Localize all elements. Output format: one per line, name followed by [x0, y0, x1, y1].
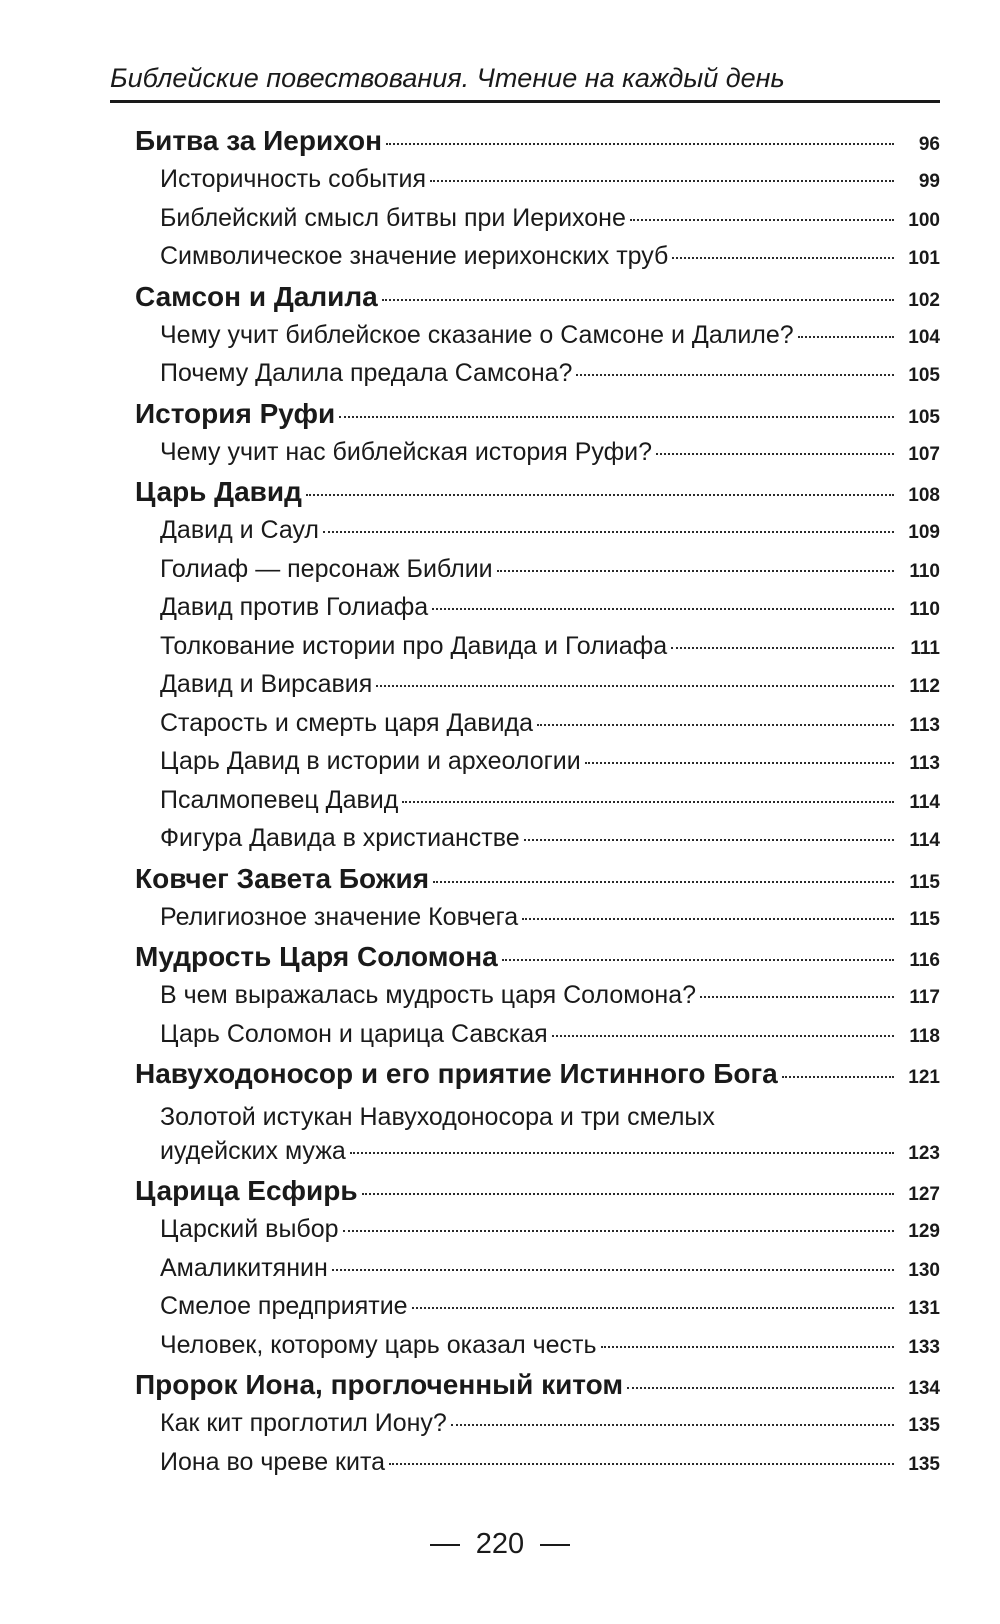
- toc-entry-title: Голиаф — персонаж Библии: [160, 554, 493, 583]
- toc-section: [0, 242, 1000, 281]
- toc-chapter: [0, 1058, 1000, 1098]
- toc-page-number: 108: [908, 485, 940, 506]
- toc-entry-title: Царица Есфирь: [135, 1175, 358, 1206]
- toc-section: [0, 593, 1000, 632]
- toc-page-number: 115: [909, 871, 940, 893]
- toc-section: [0, 321, 1000, 360]
- toc-entry-title: Амаликитянин: [160, 1253, 328, 1282]
- dot-leader: [585, 762, 894, 764]
- toc-chapter: [0, 125, 1000, 165]
- dot-leader: [552, 1035, 894, 1037]
- toc-entry-title: Навуходоносор и его приятие Истинного Бога: [135, 1058, 778, 1089]
- dot-leader: [389, 1463, 894, 1465]
- toc-page-number: 114: [909, 830, 940, 851]
- toc-entry-title: Псалмопевец Давид: [160, 785, 399, 814]
- toc-entry-title: Человек, которому царь оказал честь: [160, 1330, 597, 1359]
- dot-leader: [332, 1269, 894, 1271]
- dot-leader: [798, 336, 894, 338]
- toc-section: [0, 204, 1000, 243]
- toc-section: [0, 438, 1000, 477]
- toc-chapter: [0, 281, 1000, 321]
- toc-page-number: 115: [909, 908, 940, 930]
- toc-entry-title: Давид и Саул: [160, 516, 320, 544]
- toc-section: [0, 516, 1000, 555]
- toc-page-number: 111: [910, 637, 940, 659]
- toc-page-number: 123: [908, 1142, 940, 1164]
- dot-leader: [386, 143, 894, 145]
- dot-leader: [502, 959, 894, 961]
- toc-page-number: 110: [909, 599, 940, 620]
- dot-leader: [700, 996, 894, 998]
- toc-entry-title: Толкование истории про Давида и Голиафа: [160, 631, 668, 660]
- dot-leader: [432, 608, 894, 610]
- dot-leader: [343, 1230, 894, 1232]
- toc-entry-title: Царь Соломон и царица Савская: [160, 1019, 548, 1048]
- dot-leader: [656, 453, 894, 455]
- dot-leader: [430, 180, 894, 182]
- toc-page-number: 113: [909, 753, 940, 774]
- toc-entry-title: Битва за Иерихон: [135, 125, 383, 156]
- toc-entry-title: Старость и смерть царя Давида: [160, 708, 534, 737]
- toc-entry-title: Смелое предприятие: [160, 1292, 408, 1320]
- dot-leader: [382, 299, 894, 301]
- toc-entry-title: Царь Давид: [135, 476, 302, 507]
- toc-entry-title: Историчность события: [160, 165, 426, 193]
- toc-section: [0, 1098, 1000, 1175]
- toc-page-number: 121: [908, 1067, 940, 1088]
- page-footer: [0, 1528, 1000, 1561]
- dot-leader: [362, 1193, 894, 1195]
- toc-page-number: 118: [909, 1025, 940, 1047]
- toc-page-number: 133: [908, 1336, 940, 1358]
- toc-page-number: 99: [918, 171, 940, 192]
- dot-leader: [323, 531, 894, 533]
- toc-page-number: 104: [908, 326, 940, 348]
- toc-section: [0, 1331, 1000, 1370]
- page-number: 220: [475, 1528, 525, 1560]
- toc-entry-title: Царь Давид в истории и археологии: [160, 747, 581, 775]
- dot-leader: [630, 219, 894, 221]
- toc-section: [0, 165, 1000, 204]
- toc-page-number: 114: [909, 791, 940, 813]
- dot-leader: [672, 257, 894, 259]
- toc-entry-title: Религиозное значение Ковчега: [160, 902, 519, 931]
- dot-leader: [402, 801, 894, 803]
- toc-entry-title: Фигура Давида в христианстве: [160, 824, 520, 852]
- dot-leader: [306, 494, 894, 496]
- toc-section: [0, 747, 1000, 786]
- dot-leader: [782, 1076, 894, 1078]
- toc-page-number: 107: [908, 443, 940, 465]
- toc-chapter: [0, 476, 1000, 516]
- toc-page-number: 135: [908, 1415, 940, 1436]
- toc-entry-title: Царский выбор: [160, 1215, 339, 1243]
- toc-entry-title: В чем выражалась мудрость царя Соломона?: [160, 981, 696, 1009]
- toc-entry-title: Библейский смысл битвы при Иерихоне: [160, 203, 626, 232]
- toc-page-number: 113: [909, 714, 940, 736]
- toc-entry-title-cont: иудейских мужа: [160, 1136, 346, 1165]
- toc-entry-title: Иона во чреве кита: [160, 1447, 386, 1476]
- toc-entry-title: Пророк Иона, проглоченный китом: [135, 1369, 624, 1400]
- dot-leader: [522, 918, 894, 920]
- dot-leader: [671, 647, 894, 649]
- dot-leader: [576, 374, 894, 376]
- dot-leader: [627, 1387, 894, 1389]
- toc-page-number: 117: [909, 987, 940, 1008]
- toc-section: [0, 1409, 1000, 1448]
- dot-leader: [497, 570, 894, 572]
- toc-section: [0, 1020, 1000, 1059]
- toc-page-number: 105: [908, 365, 940, 386]
- toc-section: [0, 981, 1000, 1020]
- toc-page-number: 105: [908, 406, 940, 428]
- toc-page-number: 116: [909, 950, 940, 971]
- toc-page-number: 112: [909, 676, 940, 697]
- toc-section: [0, 1448, 1000, 1487]
- toc-section: [0, 786, 1000, 825]
- toc-section: [0, 709, 1000, 748]
- toc-section: [0, 824, 1000, 863]
- toc-section: [0, 555, 1000, 594]
- toc-entry-title: Почему Далила предала Самсона?: [160, 359, 573, 387]
- toc-chapter: [0, 1175, 1000, 1215]
- running-header: Библейские повествования. Чтение на каждый день: [110, 56, 940, 103]
- dot-leader: [412, 1307, 894, 1309]
- toc-entry-title: Мудрость Царя Соломона: [135, 941, 498, 972]
- toc-section: [0, 670, 1000, 709]
- toc-entry-title: Давид и Вирсавия: [160, 670, 373, 698]
- toc-entry-line2: [160, 1137, 940, 1176]
- toc-section: [0, 359, 1000, 398]
- dot-leader: [433, 881, 894, 883]
- dot-leader: [537, 724, 894, 726]
- toc-section: [0, 903, 1000, 942]
- toc-entry-title: Золотой истукан Навуходоносора и три смелых: [160, 1103, 715, 1131]
- toc-page-number: 101: [908, 248, 940, 269]
- toc-entry-title: Давид против Голиафа: [160, 593, 429, 621]
- toc-section: [0, 632, 1000, 671]
- toc-entry-title: Как кит проглотил Иону?: [160, 1409, 447, 1437]
- toc-chapter: [0, 863, 1000, 903]
- toc-entry-title: Самсон и Далила: [135, 280, 378, 312]
- dot-leader: [376, 685, 894, 687]
- toc-page-number: 96: [918, 134, 940, 155]
- dot-leader: [601, 1346, 894, 1348]
- toc-entry-title: Чему учит библейское сказание о Самсоне и Далиле?: [160, 320, 794, 349]
- toc-entry-title: Ковчег Завета Божия: [135, 862, 430, 894]
- toc-page-number: 102: [908, 289, 940, 311]
- toc-page-number: 100: [908, 209, 940, 231]
- toc-page-number: 109: [908, 522, 940, 543]
- table-of-contents: [0, 125, 1000, 1486]
- toc-page-number: 110: [909, 560, 940, 582]
- dot-leader: [451, 1424, 894, 1426]
- toc-chapter: [0, 1369, 1000, 1409]
- footer-dash-right: [540, 1544, 570, 1546]
- dot-leader: [350, 1152, 894, 1154]
- dot-leader: [524, 839, 894, 841]
- dot-leader: [339, 416, 894, 418]
- toc-entry-title: Символическое значение иерихонских труб: [160, 242, 669, 270]
- toc-section: [0, 1254, 1000, 1293]
- toc-section: [0, 1292, 1000, 1331]
- toc-page-number: 135: [908, 1453, 940, 1475]
- toc-entry-title: Чему учит нас библейская история Руфи?: [160, 437, 653, 466]
- toc-page-number: 131: [908, 1298, 940, 1319]
- toc-page-number: 129: [908, 1221, 940, 1242]
- toc-section: [0, 1215, 1000, 1254]
- toc-page-number: 127: [908, 1184, 940, 1205]
- footer-dash-left: [430, 1544, 460, 1546]
- toc-page-number: 130: [908, 1259, 940, 1281]
- toc-page-number: 134: [908, 1378, 940, 1399]
- toc-chapter: [0, 941, 1000, 981]
- toc-entry-title: История Руфи: [135, 397, 336, 429]
- toc-chapter: [0, 398, 1000, 438]
